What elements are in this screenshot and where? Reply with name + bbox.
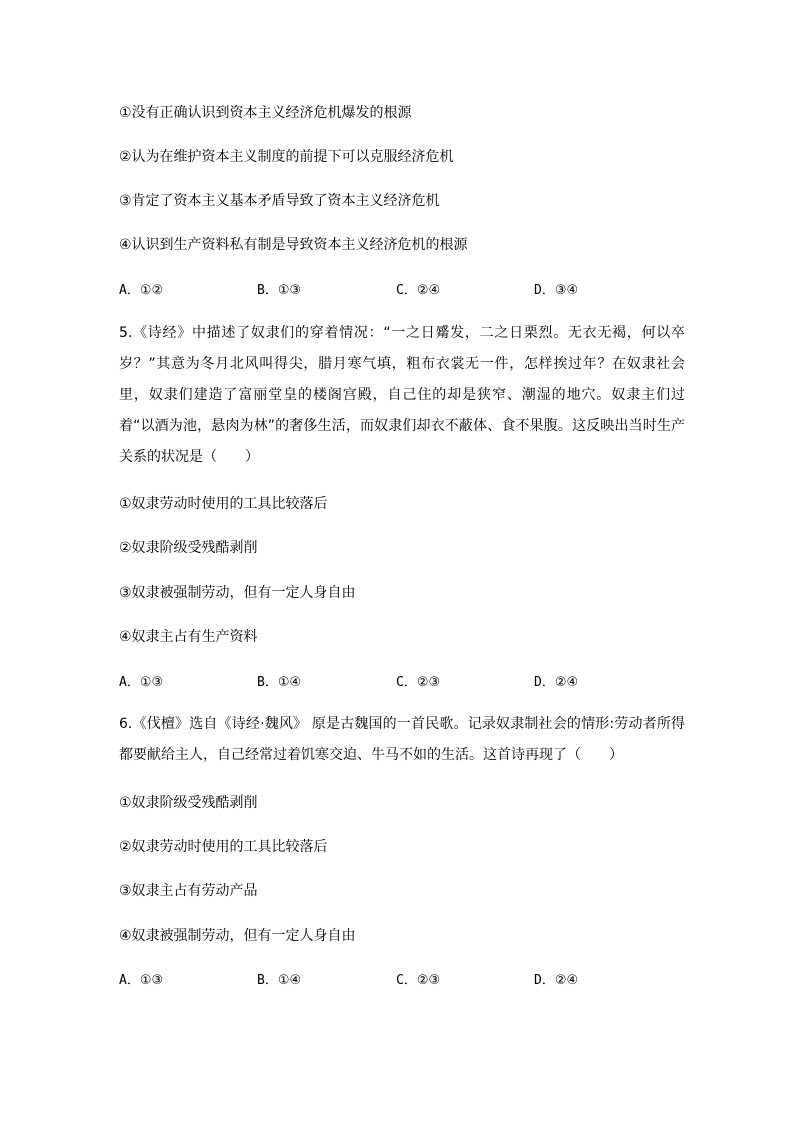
q6-option-b[interactable] xyxy=(257,971,301,991)
option-value: ①④ xyxy=(277,675,302,690)
q6-option-d[interactable] xyxy=(534,971,578,991)
q4-statement-4: ④认识到生产资料私有制是导致资本主义经济危机的根源 xyxy=(119,237,468,253)
option-value: ①② xyxy=(139,283,164,298)
option-letter: A． xyxy=(119,973,140,988)
q5-option-a[interactable] xyxy=(119,673,163,693)
option-value: ②③ xyxy=(416,973,441,988)
option-value: ①③ xyxy=(277,283,302,298)
q4-option-a[interactable] xyxy=(119,281,163,301)
q5-option-b[interactable] xyxy=(257,673,301,693)
option-letter: C． xyxy=(396,675,417,690)
option-value: ①④ xyxy=(277,973,302,988)
q5-statement-1: ①奴隶劳动时使用的工具比较落后 xyxy=(119,496,328,512)
q5-stem: 5.《诗经》中描述了奴隶们的穿着情况：“一之日觱发，二之日栗烈。无衣无褐，何以卒岁？”其意为冬月北风叫得尖，腊月寒气填，粗布衣裳无一件，怎样挨过年？在奴隶社会里，奴隶们建造了富丽堂皇的楼阁宫殿，自己住的却是狭窄、潮湿的地穴。奴隶主们过着“以酒为池，悬肉为林”的奢侈生活，而奴隶们却衣不蔽体、食不果腹。这反映出当时生产关系的状况是（ ） xyxy=(119,325,685,465)
q4-option-b[interactable] xyxy=(257,281,301,301)
option-letter: B． xyxy=(257,675,278,690)
q5-option-c[interactable] xyxy=(396,673,440,693)
q6-statement-4: ④奴隶被强制劳动，但有一定人身自由 xyxy=(119,928,356,944)
q5-statement-4: ④奴隶主占有生产资料 xyxy=(119,629,258,645)
option-letter: D． xyxy=(534,973,555,988)
option-letter: B． xyxy=(257,283,278,298)
q6-statement-3: ③奴隶主占有劳动产品 xyxy=(119,883,258,899)
q4-option-d[interactable] xyxy=(534,281,578,301)
q5-option-d[interactable] xyxy=(534,673,578,693)
option-letter: D． xyxy=(534,675,555,690)
q5-statement-2: ②奴隶阶级受残酷剥削 xyxy=(119,540,258,556)
option-letter: B． xyxy=(257,973,278,988)
option-value: ③④ xyxy=(554,283,579,298)
q4-option-c[interactable] xyxy=(396,281,440,301)
option-value: ②④ xyxy=(554,675,579,690)
q6-option-c[interactable] xyxy=(396,971,440,991)
option-value: ②③ xyxy=(416,675,441,690)
option-letter: C． xyxy=(396,283,417,298)
option-value: ①③ xyxy=(139,675,164,690)
option-value: ②④ xyxy=(416,283,441,298)
q4-statement-2: ②认为在维护资本主义制度的前提下可以克服经济危机 xyxy=(119,149,454,165)
option-letter: C． xyxy=(396,973,417,988)
q5-statement-3: ③奴隶被强制劳动，但有一定人身自由 xyxy=(119,585,356,601)
q6-statement-2: ②奴隶劳动时使用的工具比较落后 xyxy=(119,839,328,855)
q6-option-a[interactable] xyxy=(119,971,163,991)
option-letter: A． xyxy=(119,675,140,690)
q4-statement-1: ①没有正确认识到资本主义经济危机爆发的根源 xyxy=(119,105,412,121)
option-letter: D． xyxy=(534,283,555,298)
q6-stem: 6.《伐檀》选自《诗经·魏风》 原是古魏国的一首民歌。记录奴隶制社会的情形:劳动者所得都要献给主人，自己经常过着饥寒交迫、牛马不如的生活。这首诗再现了（ ） xyxy=(119,716,685,763)
option-value: ②④ xyxy=(554,973,579,988)
option-value: ①③ xyxy=(139,973,164,988)
option-letter: A． xyxy=(119,283,140,298)
q4-statement-3: ③肯定了资本主义基本矛盾导致了资本主义经济危机 xyxy=(119,193,440,209)
q6-statement-1: ①奴隶阶级受残酷剥削 xyxy=(119,795,258,811)
